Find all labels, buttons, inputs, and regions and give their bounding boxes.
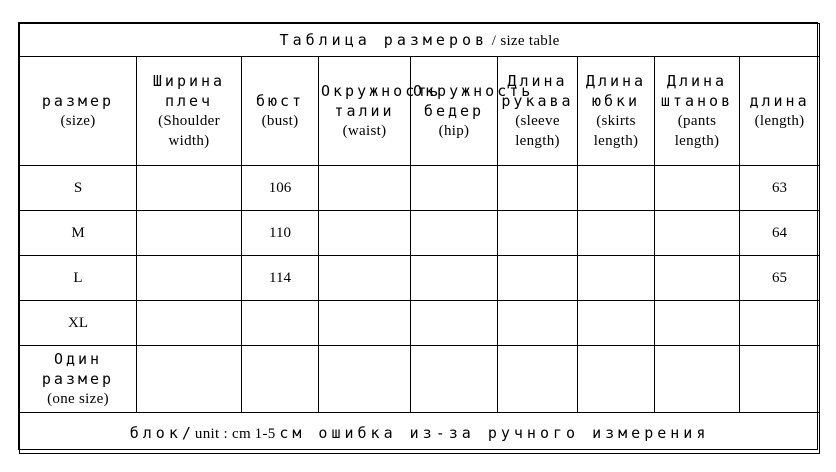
header-sleeve-ru: Длина рукава [501,72,574,110]
cell-pants [655,256,740,301]
header-size [20,57,137,166]
cell-size: XL [20,301,137,346]
table-footer [20,413,820,454]
header-pants-ru: Длина штанов [660,72,734,110]
header-shoulder-en: (Shoulder width) [158,113,220,149]
size-table-sheet [18,22,818,450]
footer-ru-prefix: блок/ [129,423,195,442]
footer-range: 1-5 [254,425,276,442]
cell-waist [319,166,411,211]
cell-size-ru: Один размер [41,350,115,388]
table-row [20,166,820,211]
cell-skirt [578,211,655,256]
cell-sleeve [498,211,578,256]
cell-sleeve [498,256,578,301]
footer-unit: unit : cm [194,425,251,442]
size-table [19,23,820,454]
header-pants-en: (pants length) [674,113,720,149]
cell-sleeve [498,166,578,211]
cell-hip [411,256,498,301]
cell-bust: 114 [242,256,319,301]
table-title-en: / size table [491,32,560,49]
header-waist-en: (waist) [342,123,387,139]
header-length-ru: длина [749,92,810,110]
cell-hip [411,301,498,346]
header-size-ru: размер [41,92,115,110]
cell-length: 64 [740,211,820,256]
cell-size [20,346,137,413]
header-size-en: (size) [60,113,96,129]
cell-pants [655,301,740,346]
header-shoulder [137,57,242,166]
cell-skirt [578,166,655,211]
header-pants [655,57,740,166]
table-row [20,346,820,413]
cell-size-en: (one size) [47,391,109,407]
table-title-ru: Таблица размеров [279,30,489,49]
cell-shoulder [137,211,242,256]
cell-size: L [20,256,137,301]
header-sleeve [498,57,578,166]
cell-size: M [20,211,137,256]
cell-shoulder [137,346,242,413]
cell-sleeve [498,301,578,346]
cell-bust: 110 [242,211,319,256]
cell-hip [411,211,498,256]
cell-bust [242,346,319,413]
header-skirt-en: (skirts length) [593,113,639,149]
header-length-en: (length) [754,113,805,129]
header-skirt-ru: Длина юбки [585,72,647,110]
cell-pants [655,211,740,256]
cell-waist [319,256,411,301]
header-length [740,57,820,166]
header-bust [242,57,319,166]
table-row [20,301,820,346]
header-hip-en: (hip) [438,123,470,139]
cell-size: S [20,166,137,211]
footer-note: см ошибка из-за ручного измерения [279,423,710,442]
table-row [20,211,820,256]
cell-waist [319,301,411,346]
cell-sleeve [498,346,578,413]
table-row [20,256,820,301]
cell-length [740,346,820,413]
header-shoulder-ru: Ширина плеч [152,72,226,110]
cell-pants [655,166,740,211]
cell-waist [319,346,411,413]
header-skirt [578,57,655,166]
header-bust-ru: бюст [255,92,305,110]
header-bust-en: (bust) [261,113,299,129]
cell-bust [242,301,319,346]
header-hip [411,57,534,166]
cell-skirt [578,301,655,346]
cell-shoulder [137,301,242,346]
cell-hip [411,166,498,211]
cell-length: 63 [740,166,820,211]
header-sleeve-en: (sleeve length) [515,113,560,149]
cell-skirt [578,346,655,413]
cell-skirt [578,256,655,301]
cell-length [740,301,820,346]
header-waist [319,57,442,166]
cell-length: 65 [740,256,820,301]
header-hip-ru: Окружность бедер [413,82,534,120]
cell-hip [411,346,498,413]
cell-waist [319,211,411,256]
cell-pants [655,346,740,413]
cell-shoulder [137,256,242,301]
cell-shoulder [137,166,242,211]
cell-bust: 106 [242,166,319,211]
header-waist-ru: Окружность талии [321,82,442,120]
table-title [20,24,820,57]
